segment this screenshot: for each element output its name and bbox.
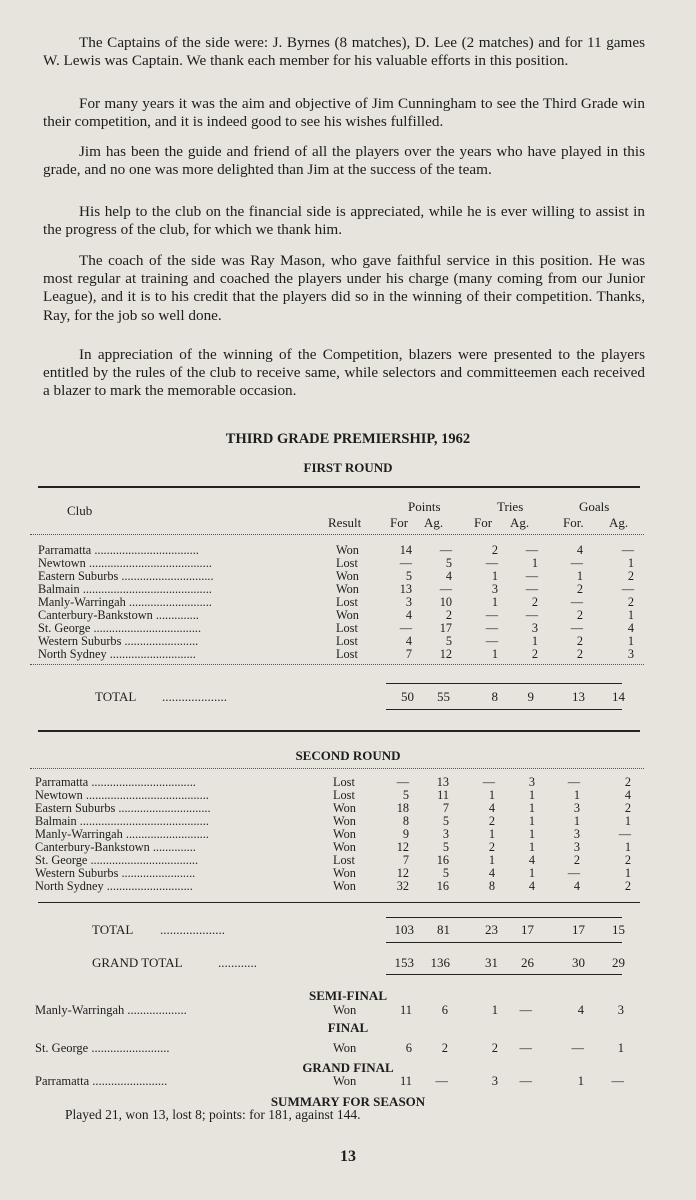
divider	[30, 534, 644, 535]
points-for-cell: —	[399, 621, 412, 635]
header-tries-ag: Ag.	[510, 515, 530, 530]
tries-for-cell: 2	[488, 840, 495, 854]
points-against-cell: 5	[442, 840, 449, 854]
semi-final-title: SEMI-FINAL	[308, 988, 387, 1003]
tries-for-cell: —	[482, 775, 495, 789]
goals-against-cell: 1	[624, 814, 631, 828]
result-cell: Won	[336, 582, 359, 596]
semi-final-row	[0, 1003, 696, 1018]
points-for-cell: 4	[405, 608, 412, 622]
result-cell: Won	[333, 866, 356, 880]
paragraph-captains: The Captains of the side were: J. Byrnes (8 matches), D. Lee (2 matches) and for 11 games W. Lewis was Captain. We thank each member for his valuable efforts in this position.	[43, 34, 645, 70]
club-name: Parramatta ..................................	[38, 544, 199, 557]
tries-against-cell: 1	[531, 634, 538, 648]
goals-for-cell: 1	[573, 814, 580, 828]
grand-total	[0, 955, 696, 971]
club-name: Manly-Warringah ...................	[35, 1003, 187, 1017]
total-label: TOTAL	[92, 922, 134, 937]
points-for-cell: 4	[405, 634, 412, 648]
goals-for-cell: —	[570, 595, 583, 609]
tries-against-cell: 9	[527, 689, 534, 704]
points-against-cell: —	[439, 582, 452, 596]
divider	[386, 709, 622, 710]
points-for-cell: 14	[399, 543, 412, 557]
header-goals-for: For.	[563, 515, 584, 530]
goals-for-cell: 1	[573, 788, 580, 802]
tries-for-cell: 2	[491, 1041, 498, 1055]
goals-against-cell: 4	[624, 788, 631, 802]
tries-for-cell: —	[485, 608, 498, 622]
points-for-cell: 5	[402, 788, 409, 802]
club-name: Balmain ..........................................	[35, 815, 209, 828]
header-points: Points	[408, 499, 441, 514]
header-tries: Tries	[497, 499, 524, 514]
tries-for-cell: 8	[491, 689, 498, 704]
goals-against-cell: 2	[624, 879, 631, 893]
result-cell: Won	[333, 1041, 357, 1055]
first-round-title: FIRST ROUND	[303, 460, 393, 475]
summary-text: Played 21, won 13, lost 8; points: for 181, against 144.	[65, 1107, 361, 1122]
points-for-cell: 8	[402, 814, 409, 828]
tries-against-cell: 3	[528, 775, 535, 789]
goals-against-cell: 3	[627, 647, 634, 661]
tries-against-cell: 3	[531, 621, 538, 635]
result-cell: Won	[333, 801, 356, 815]
tries-against-cell: —	[519, 1074, 532, 1088]
tries-for-cell: 1	[488, 788, 495, 802]
paragraph-cunningham: For many years it was the aim and objective of Jim Cunningham to see the Third Grade win their competition, and it is indeed good to see his wishes fulfilled.	[43, 95, 645, 131]
club-name: Western Suburbs ........................	[35, 867, 196, 880]
paragraph-guide: Jim has been the guide and friend of all the players over the years who have played in this grade, and no one was more delighted than Jim at the success of the team.	[43, 143, 645, 179]
goals-against-cell: 1	[624, 866, 631, 880]
divider	[386, 974, 622, 975]
tries-against-cell: —	[519, 1041, 532, 1055]
points-for-cell: 7	[402, 853, 409, 867]
points-for-cell: —	[399, 556, 412, 570]
result-cell: Won	[333, 879, 356, 893]
points-against-cell: 136	[430, 955, 450, 970]
result-cell: Won	[336, 569, 359, 583]
tries-against-cell: 1	[528, 827, 535, 841]
points-for-cell: 9	[402, 827, 409, 841]
result-cell: Won	[336, 608, 359, 622]
tries-against-cell: 1	[528, 788, 535, 802]
goals-against-cell: 2	[624, 775, 631, 789]
header-points-for: For	[390, 515, 409, 530]
points-against-cell: 12	[439, 647, 452, 661]
goals-for-cell: 2	[576, 647, 583, 661]
grand-final-title: GRAND FINAL	[302, 1060, 394, 1075]
club-name: Newtown ........................................	[35, 789, 209, 802]
goals-for-cell: —	[570, 621, 583, 635]
total-label: GRAND TOTAL	[92, 955, 183, 970]
tries-for-cell: 4	[488, 866, 495, 880]
points-for-cell: 13	[399, 582, 412, 596]
goals-against-cell: 2	[624, 853, 631, 867]
points-against-cell: 5	[442, 866, 449, 880]
total-dots: ....................	[162, 689, 227, 704]
header-result: Result	[328, 515, 362, 530]
goals-for-cell: 2	[573, 853, 580, 867]
tries-for-cell: 4	[488, 801, 495, 815]
tries-for-cell: —	[485, 634, 498, 648]
goals-against-cell: 1	[624, 840, 631, 854]
points-against-cell: 16	[436, 853, 449, 867]
goals-for-cell: 17	[572, 922, 585, 937]
goals-against-cell: 14	[612, 689, 625, 704]
result-cell: Won	[333, 1003, 357, 1017]
points-for-cell: 11	[399, 1074, 412, 1088]
goals-for-cell: 1	[577, 1074, 584, 1088]
tries-for-cell: 31	[485, 955, 498, 970]
final-row	[0, 1041, 696, 1056]
goals-for-cell: 2	[576, 608, 583, 622]
paragraph-financial: His help to the club on the financial side is appreciated, while he is ever willing to assist in the progress of the club, for which we thank him.	[43, 203, 645, 239]
result-cell: Won	[333, 840, 356, 854]
goals-against-cell: 2	[627, 569, 634, 583]
result-cell: Won	[333, 827, 356, 841]
club-name: St. George ...................................	[35, 854, 199, 867]
points-for-cell: 32	[396, 879, 409, 893]
goals-against-cell: —	[621, 543, 634, 557]
goals-for-cell: 2	[576, 634, 583, 648]
goals-against-cell: 2	[624, 801, 631, 815]
goals-against-cell: —	[618, 827, 631, 841]
result-cell: Lost	[336, 634, 358, 648]
tries-for-cell: 1	[491, 595, 498, 609]
tries-against-cell: 1	[531, 556, 538, 570]
club-name: Manly-Warringah ...........................	[35, 828, 209, 841]
goals-for-cell: 30	[572, 955, 585, 970]
tries-against-cell: 4	[528, 879, 535, 893]
goals-against-cell: 29	[612, 955, 625, 970]
points-against-cell: 17	[439, 621, 452, 635]
second-round-title: SECOND ROUND	[295, 748, 401, 763]
points-for-cell: 12	[396, 840, 409, 854]
goals-against-cell: —	[621, 582, 634, 596]
points-against-cell: 5	[445, 634, 452, 648]
tries-against-cell: 17	[521, 922, 534, 937]
club-name: Western Suburbs ........................	[38, 635, 199, 648]
points-against-cell: 55	[437, 689, 450, 704]
header-club: Club	[67, 503, 93, 518]
points-against-cell: 5	[445, 556, 452, 570]
header-points-ag: Ag.	[424, 515, 444, 530]
result-cell: Lost	[336, 556, 358, 570]
club-name: Manly-Warringah ...........................	[38, 596, 212, 609]
club-name: Newtown ........................................	[38, 557, 212, 570]
second-round-total	[0, 922, 696, 938]
points-against-cell: 2	[445, 608, 452, 622]
points-for-cell: 11	[399, 1003, 412, 1017]
goals-for-cell: 2	[576, 582, 583, 596]
tries-against-cell: 1	[528, 840, 535, 854]
divider	[38, 730, 640, 732]
points-against-cell: 10	[439, 595, 452, 609]
points-against-cell: 5	[442, 814, 449, 828]
points-against-cell: 81	[437, 922, 450, 937]
points-for-cell: 50	[401, 689, 414, 704]
goals-for-cell: —	[570, 556, 583, 570]
points-for-cell: 5	[405, 569, 412, 583]
divider	[38, 902, 640, 903]
tries-for-cell: 1	[488, 853, 495, 867]
total-dots: ............	[218, 955, 257, 970]
goals-against-cell: 1	[627, 634, 634, 648]
divider	[386, 683, 622, 684]
paragraph-blazers: In appreciation of the winning of the Competition, blazers were presented to the players entitled by the rules of the club to receive same, while selectors and committeemen each received a blazer to mark the memorable occasion.	[43, 346, 645, 400]
goals-for-cell: 4	[576, 543, 583, 557]
points-against-cell: —	[435, 1074, 448, 1088]
goals-for-cell: 3	[573, 840, 580, 854]
premiership-title: THIRD GRADE PREMIERSHIP, 1962	[225, 431, 471, 447]
goals-for-cell: 3	[573, 827, 580, 841]
goals-for-cell: 1	[576, 569, 583, 583]
page-number: 13	[340, 1148, 356, 1165]
result-cell: Lost	[333, 853, 355, 867]
result-cell: Won	[333, 1074, 357, 1088]
summary-title: SUMMARY FOR SEASON	[270, 1094, 426, 1109]
tries-for-cell: 2	[491, 543, 498, 557]
tries-for-cell: 1	[488, 827, 495, 841]
header-goals-ag: Ag.	[609, 515, 629, 530]
club-name: St. George ...................................	[38, 622, 202, 635]
tries-against-cell: —	[519, 1003, 532, 1017]
divider	[38, 486, 640, 488]
result-cell: Lost	[336, 595, 358, 609]
club-name: St. George .........................	[35, 1041, 170, 1055]
goals-for-cell: —	[567, 775, 580, 789]
result-cell: Lost	[336, 647, 358, 661]
tries-against-cell: 1	[528, 801, 535, 815]
divider	[30, 768, 644, 769]
points-for-cell: 6	[405, 1041, 412, 1055]
points-for-cell: 3	[405, 595, 412, 609]
club-name: Canterbury-Bankstown ..............	[38, 609, 199, 622]
result-cell: Won	[333, 814, 356, 828]
tries-against-cell: 1	[528, 866, 535, 880]
result-cell: Lost	[333, 775, 355, 789]
goals-against-cell: 1	[627, 556, 634, 570]
divider	[386, 942, 622, 943]
points-against-cell: 2	[441, 1041, 448, 1055]
tries-against-cell: 1	[528, 814, 535, 828]
tries-for-cell: 1	[491, 569, 498, 583]
points-for-cell: —	[396, 775, 409, 789]
goals-against-cell: 2	[627, 595, 634, 609]
goals-for-cell: 3	[573, 801, 580, 815]
points-for-cell: 12	[396, 866, 409, 880]
goals-against-cell: 3	[617, 1003, 624, 1017]
points-for-cell: 103	[394, 922, 414, 937]
goals-against-cell: 1	[617, 1041, 624, 1055]
tries-for-cell: 3	[491, 1074, 498, 1088]
goals-against-cell: 15	[612, 922, 625, 937]
goals-for-cell: 4	[577, 1003, 584, 1017]
tries-against-cell: —	[525, 582, 538, 596]
goals-against-cell: 4	[627, 621, 634, 635]
result-cell: Lost	[336, 621, 358, 635]
points-against-cell: 16	[436, 879, 449, 893]
tries-for-cell: 3	[491, 582, 498, 596]
club-name: Balmain ..........................................	[38, 583, 212, 596]
tries-for-cell: 1	[491, 647, 498, 661]
result-cell: Won	[336, 543, 359, 557]
club-name: Eastern Suburbs ..............................	[38, 570, 214, 583]
tries-against-cell: —	[525, 569, 538, 583]
points-against-cell: 7	[442, 801, 449, 815]
tries-against-cell: —	[525, 608, 538, 622]
club-name: North Sydney ............................	[38, 648, 196, 661]
goals-for-cell: —	[567, 866, 580, 880]
paragraph-coach: The coach of the side was Ray Mason, who gave faithful service in this position. He was most regular at training and coached the players under his charge (many coming from our Junior League), and it is to his credit that the players did so in the winning of their competition. Thanks, Ray, for the job so well done.	[43, 252, 645, 324]
points-against-cell: 6	[441, 1003, 448, 1017]
total-label: TOTAL	[95, 689, 137, 704]
points-against-cell: 11	[437, 788, 449, 802]
goals-for-cell: 13	[572, 689, 585, 704]
tries-for-cell: —	[485, 556, 498, 570]
tries-for-cell: 8	[488, 879, 495, 893]
tries-for-cell: 23	[485, 922, 498, 937]
result-cell: Lost	[333, 788, 355, 802]
total-dots: ....................	[160, 922, 225, 937]
tries-against-cell: 26	[521, 955, 534, 970]
goals-for-cell: 4	[573, 879, 580, 893]
goals-for-cell: —	[571, 1041, 584, 1055]
header-tries-for: For	[474, 515, 493, 530]
header-goals: Goals	[579, 499, 610, 514]
tries-for-cell: 2	[488, 814, 495, 828]
tries-against-cell: —	[525, 543, 538, 557]
club-name: North Sydney ............................	[35, 880, 193, 893]
tries-for-cell: —	[485, 621, 498, 635]
divider	[30, 664, 644, 665]
club-name: Eastern Suburbs ..............................	[35, 802, 211, 815]
divider	[386, 917, 622, 918]
club-name: Canterbury-Bankstown ..............	[35, 841, 196, 854]
points-for-cell: 153	[394, 955, 414, 970]
club-name: Parramatta ........................	[35, 1074, 168, 1088]
points-against-cell: 4	[445, 569, 452, 583]
tries-against-cell: 2	[531, 595, 538, 609]
tries-for-cell: 1	[491, 1003, 498, 1017]
points-for-cell: 7	[405, 647, 412, 661]
points-against-cell: 13	[436, 775, 449, 789]
goals-against-cell: 1	[627, 608, 634, 622]
tries-against-cell: 4	[528, 853, 535, 867]
grand-final-row	[0, 1074, 696, 1089]
points-against-cell: —	[439, 543, 452, 557]
points-for-cell: 18	[396, 801, 409, 815]
final-title: FINAL	[327, 1020, 369, 1035]
goals-against-cell: —	[611, 1074, 624, 1088]
club-name: Parramatta ..................................	[35, 776, 196, 789]
tries-against-cell: 2	[531, 647, 538, 661]
points-against-cell: 3	[442, 827, 449, 841]
first-round-total	[0, 689, 696, 705]
